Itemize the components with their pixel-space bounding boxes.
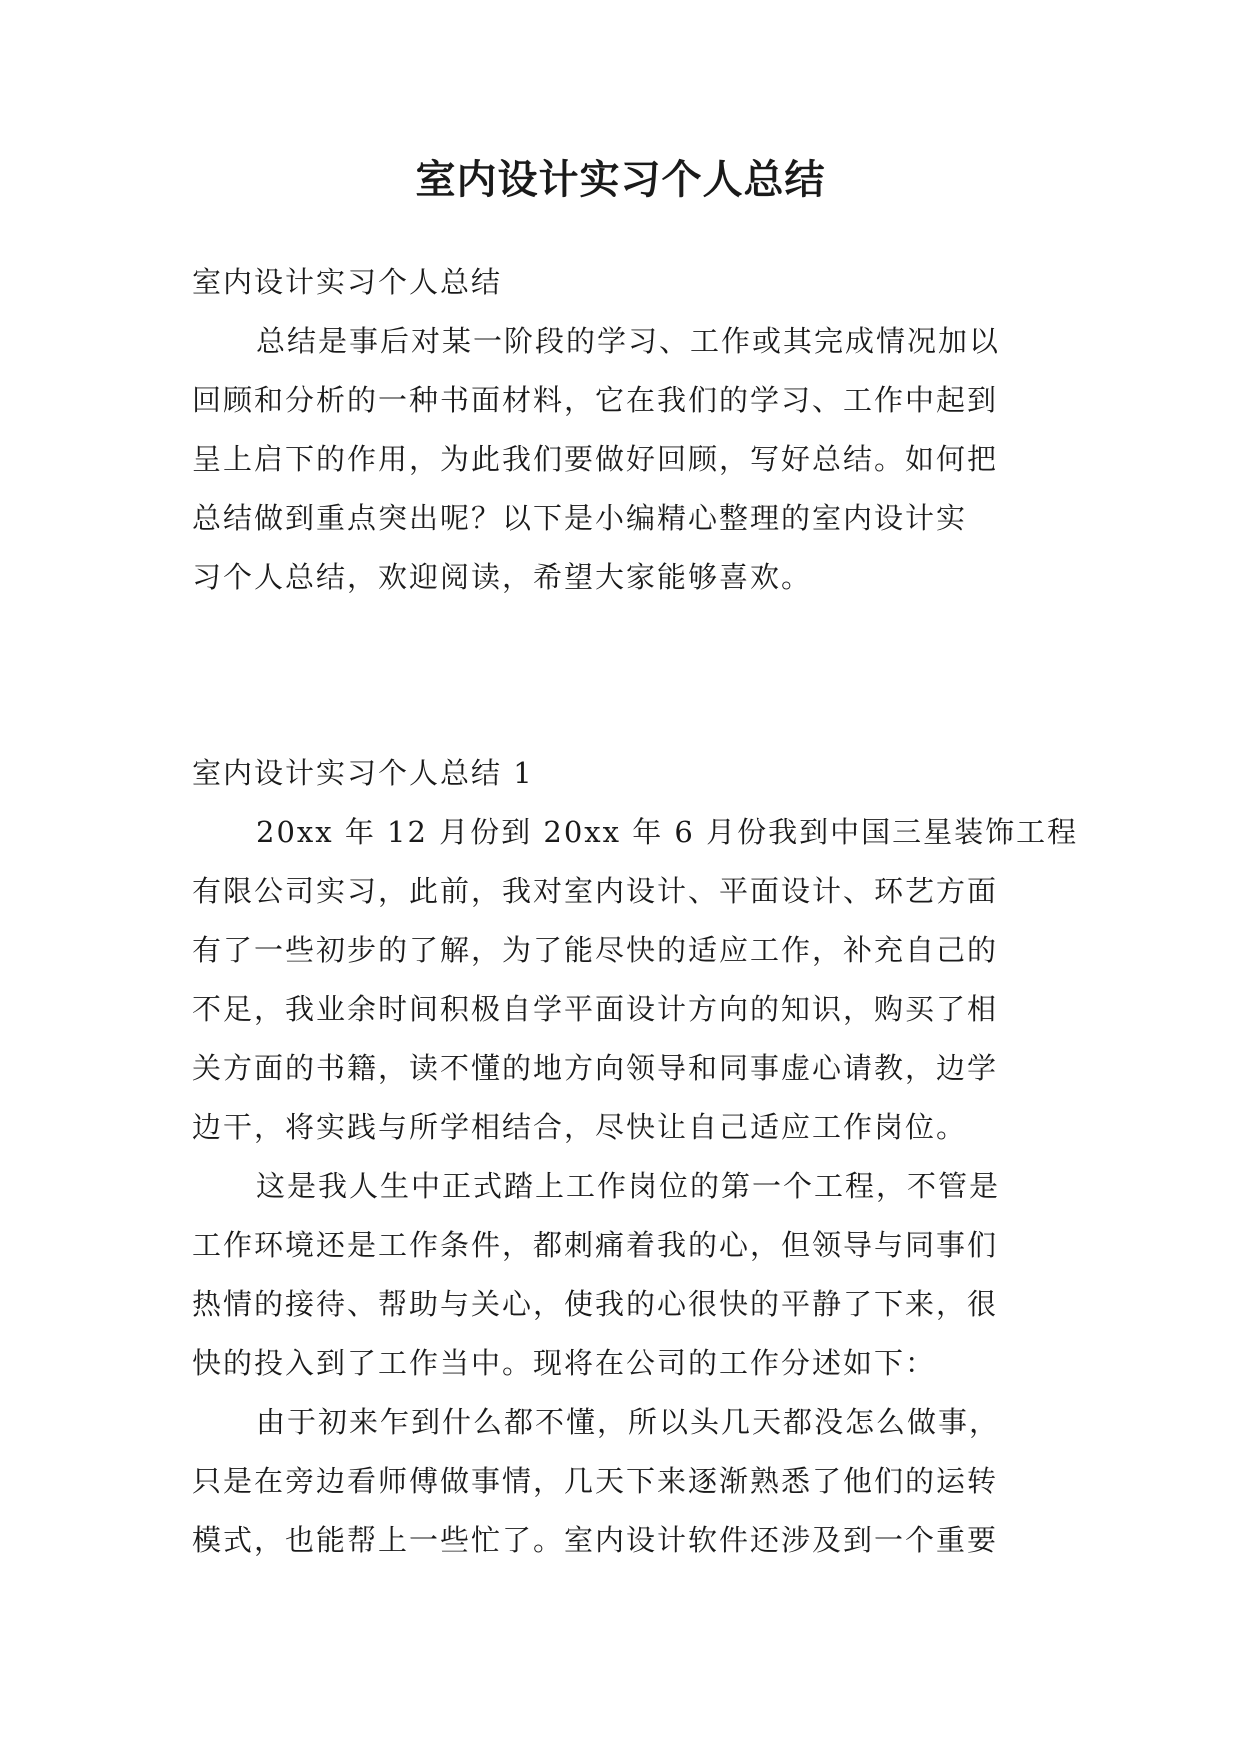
paragraph-line: 20xx 年 12 月份到 20xx 年 6 月份我到中国三星装饰工程 (256, 815, 1079, 849)
intro-line: 习个人总结，欢迎阅读，希望大家能够喜欢。 (192, 560, 813, 594)
paragraph-line: 有限公司实习，此前，我对室内设计、平面设计、环艺方面 (192, 874, 999, 908)
intro-section (192, 253, 1062, 607)
paragraph-line: 关方面的书籍，读不懂的地方向领导和同事虚心请教，边学 (192, 1051, 999, 1085)
section-1 (192, 744, 1079, 1570)
paragraph-line: 热情的接待、帮助与关心，使我的心很快的平静了下来，很 (192, 1287, 999, 1321)
paragraph-line: 有了一些初步的了解，为了能尽快的适应工作，补充自己的 (192, 933, 999, 967)
document-title: 室内设计实习个人总结 (415, 157, 826, 203)
paragraph-line: 快的投入到了工作当中。现将在公司的工作分述如下： (192, 1346, 937, 1380)
paragraph-line: 模式，也能帮上一些忙了。室内设计软件还涉及到一个重要 (192, 1523, 999, 1557)
paragraph-line: 这是我人生中正式踏上工作岗位的第一个工程，不管是 (256, 1169, 1001, 1203)
intro-heading: 室内设计实习个人总结 (192, 265, 503, 299)
paragraph-line: 只是在旁边看师傅做事情，几天下来逐渐熟悉了他们的运转 (192, 1464, 999, 1498)
paragraph-line: 边干，将实践与所学相结合，尽快让自己适应工作岗位。 (192, 1110, 968, 1144)
intro-line: 总结是事后对某一阶段的学习、工作或其完成情况加以 (256, 324, 1001, 358)
intro-line: 呈上启下的作用，为此我们要做好回顾，写好总结。如何把 (192, 442, 999, 476)
paragraph-line: 由于初来乍到什么都不懂，所以头几天都没怎么做事， (256, 1405, 1001, 1439)
intro-line: 回顾和分析的一种书面材料，它在我们的学习、工作中起到 (192, 383, 999, 417)
paragraph-line: 不足，我业余时间积极自学平面设计方向的知识，购买了相 (192, 992, 999, 1026)
intro-line: 总结做到重点突出呢？以下是小编精心整理的室内设计实 (192, 501, 968, 535)
section-1-heading: 室内设计实习个人总结 1 (192, 756, 534, 790)
paragraph-line: 工作环境还是工作条件，都刺痛着我的心，但领导与同事们 (192, 1228, 999, 1262)
